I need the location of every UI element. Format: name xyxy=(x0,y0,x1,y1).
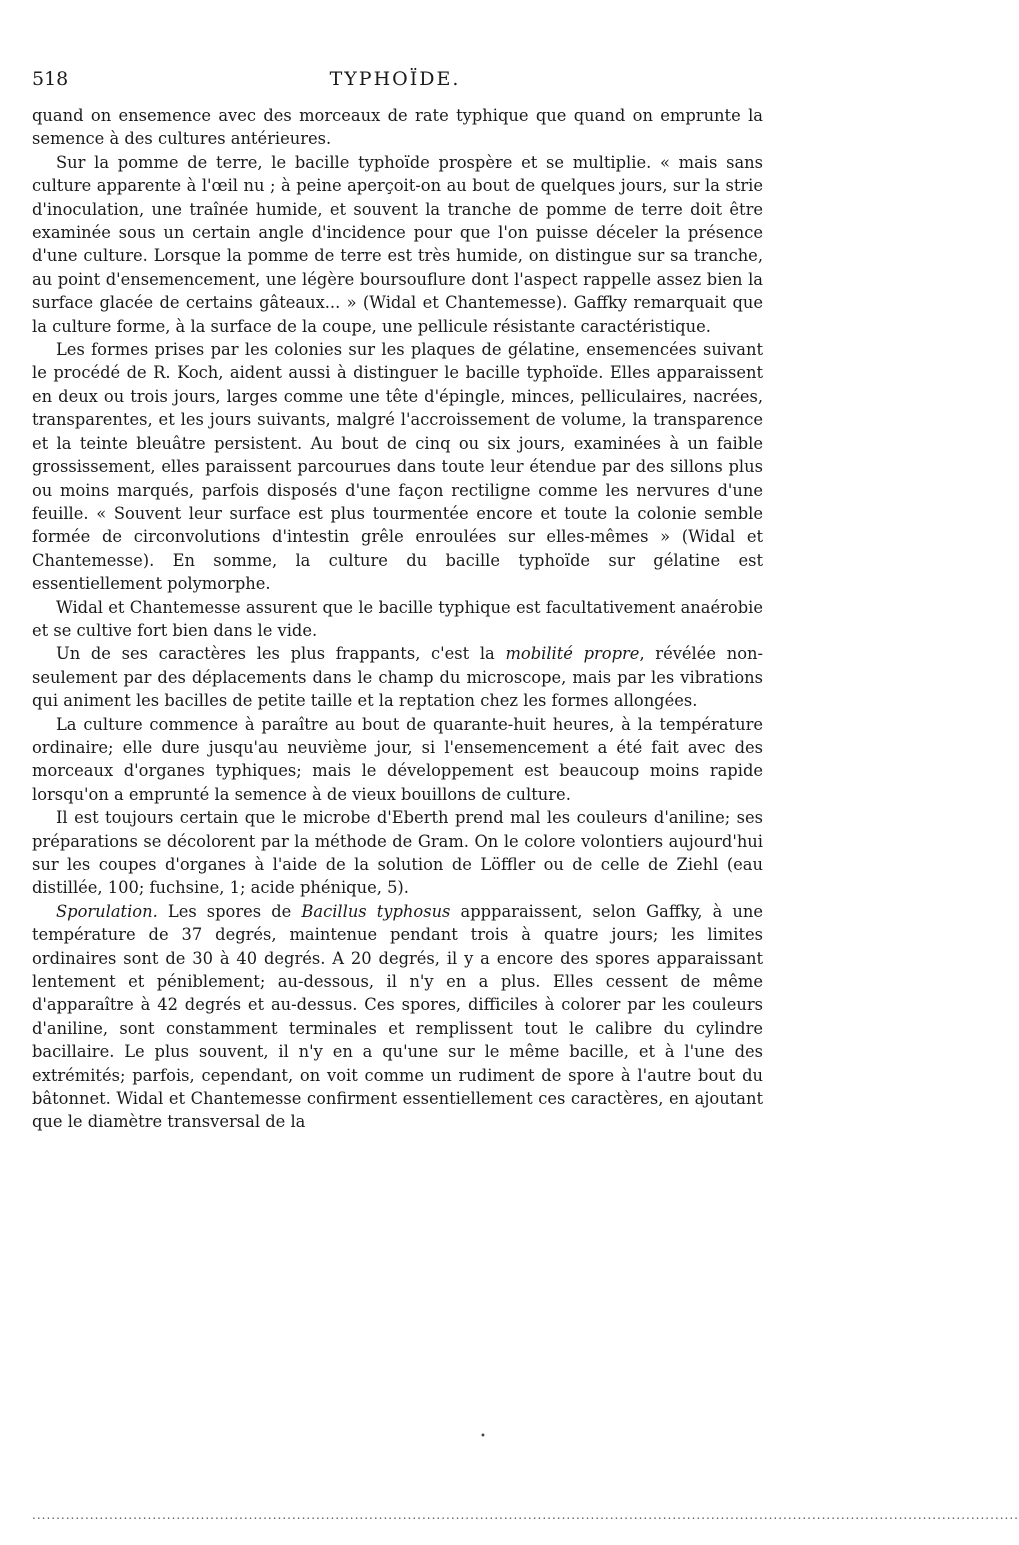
paragraph-culture-timing: La culture commence à paraître au bout de quarante-huit heures, à la température ordinaire; elle dure jusqu'au neuvième jour, si l'ensemencement a été fait avec des morceaux d'organes typhiques; mais le développement est beaucoup moins rapide lorsqu'on a emprunté la semence à de vieux bouillons de culture. xyxy=(32,714,763,804)
paragraph-motility-after: , révélée non-seulement par des déplacements dans le champ du microscope, mais par les vibrations qui animent les bacilles de petite taille et la reptation chez les formes allongées. xyxy=(32,644,763,711)
footer-dotted-line: ............................................................................................................................................................................................................. xyxy=(32,1508,1019,1522)
sporulation-mid: Les spores de xyxy=(157,901,302,921)
running-title: TYPHOÏDE. xyxy=(329,68,461,90)
paragraph-anaerobic: Widal et Chantemesse assurent que le bacille typhique est facultativement anaérobie et se cultive fort bien dans le vide. xyxy=(32,597,763,640)
species-name: Bacillus typhosus xyxy=(301,901,451,921)
paragraph-continuation: quand on ensemence avec des morceaux de rate typhique que quand on emprunte la semence à des cultures antérieures. xyxy=(32,106,763,149)
paragraph-gelatin-colonies: Les formes prises par les colonies sur les plaques de gélatine, ensemencées suivant le procédé de R. Koch, aident aussi à distinguer le bacille typhoïde. Elles apparaissent en deux ou trois jours, larges comme une tête d'épingle, minces, pelliculaires, nacrées, transparentes, et les jours suivants, malgré l'accroissement de volume, la transparence et la teinte bleuâtre persistent. Au bout de cinq ou six jours, examinées à un faible grossissement, elles paraissent parcourues dans toute leur étendue par des sillons plus ou moins marqués, parfois disposés d'une façon rectiligne comme les nervures d'une feuille. « Souvent leur surface est plus tourmentée encore et toute la colonie semble formée de circonvolutions d'intestin grêle enroulées sur elles-mêmes » (Widal et Chantemesse). En somme, la culture du bacille typhoïde sur gélatine est essentiellement polymorphe. xyxy=(32,340,763,594)
paragraph-motility xyxy=(32,642,763,712)
emphasis-mobilite: mobilité propre xyxy=(505,644,640,664)
paragraph-motility-before: Un de ses caractères les plus frappants, c'est la xyxy=(56,644,506,664)
body-text xyxy=(32,104,763,1134)
paragraph-sporulation xyxy=(32,900,763,1134)
page-number: 518 xyxy=(32,68,69,90)
print-speck: • xyxy=(480,1431,486,1442)
section-heading-sporulation: Sporulation. xyxy=(56,901,158,921)
page-header xyxy=(30,68,760,94)
paragraph-potato-culture: Sur la pomme de terre, le bacille typhoïde prospère et se multiplie. « mais sans culture apparente à l'œil nu ; à peine aperçoit-on au bout de quelques jours, sur la strie d'inoculation, une traînée humide, et souvent la tranche de pomme de terre doit être examinée sous un certain angle d'incidence pour que l'on puisse déceler la présence d'une culture. Lorsque la pomme de terre est très humide, on distingue sur sa tranche, au point d'ensemencement, une légère boursouflure dont l'aspect rappelle assez bien la surface glacée de certains gâteaux... » (Widal et Chantemesse). Gaffky remarquait que la culture forme, à la surface de la coupe, une pellicule résistante caractéristique. xyxy=(32,152,763,336)
paragraph-staining: Il est toujours certain que le microbe d'Eberth prend mal les couleurs d'aniline; ses préparations se décolorent par la méthode de Gram. On le colore volontiers aujourd'hui sur les coupes d'organes à l'aide de la solution de Löffler ou de celle de Ziehl (eau distillée, 100; fuchsine, 1; acide phénique, 5). xyxy=(32,808,763,898)
sporulation-text: appparaissent, selon Gaffky, à une température de 37 degrés, maintenue pendant trois à quatre jours; les limites ordinaires sont de 30 à 40 degrés. A 20 degrés, il y a encore des spores apparaissant lentement et péniblement; au-dessous, il n'y en a plus. Elles cessent de même d'apparaître à 42 degrés et au-dessus. Ces spores, difficiles à colorer par les couleurs d'aniline, sont constamment terminales et remplissent tout le calibre du cylindre bacillaire. Le plus souvent, il n'y en a qu'une sur le même bacille, et à l'une des extrémités; parfois, cependant, on voit comme un rudiment de spore à l'autre bout du bâtonnet. Widal et Chantemesse confirment essentiellement ces caractères, en ajoutant que le diamètre transversal de la xyxy=(32,901,763,1132)
